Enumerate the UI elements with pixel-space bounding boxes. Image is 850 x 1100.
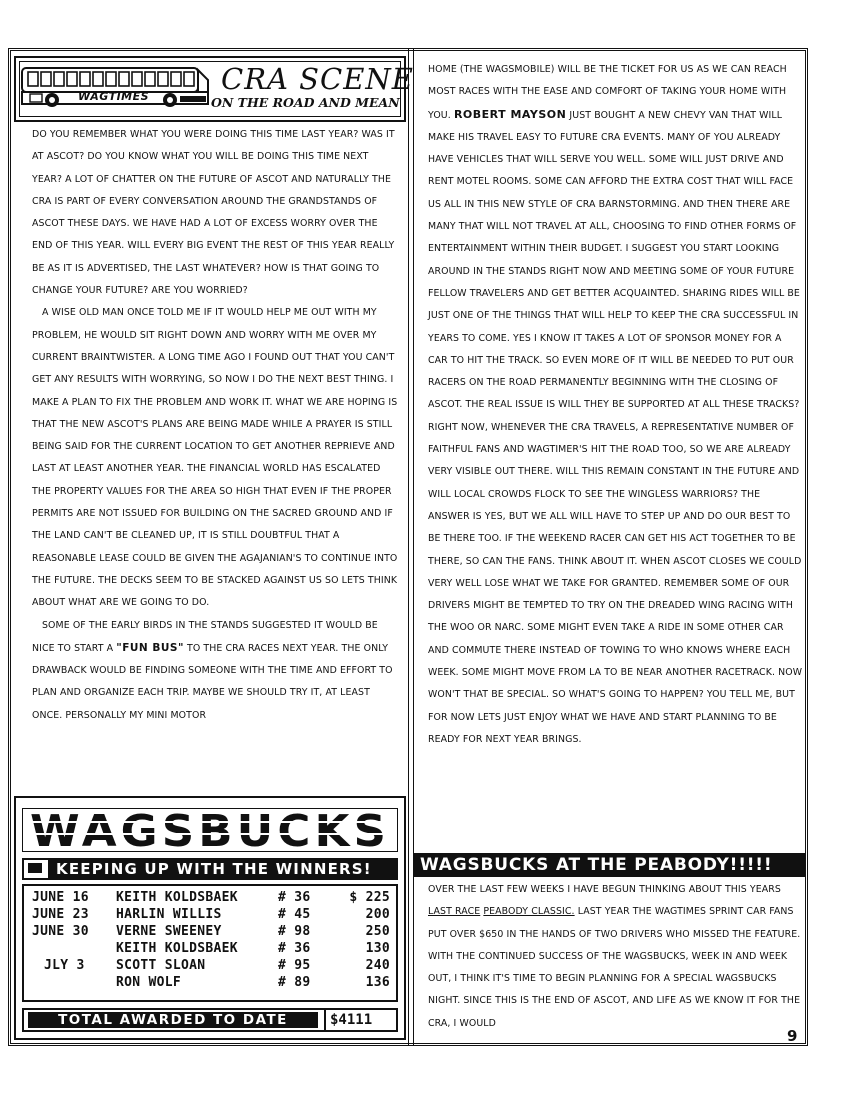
paragraph <box>32 615 400 727</box>
total-amount: $4111 <box>330 1012 373 1028</box>
row-date: JLY 3 <box>44 958 85 973</box>
wagsbucks-logo <box>22 808 398 852</box>
paragraph <box>428 59 803 751</box>
row-number: # 95 <box>278 958 311 973</box>
text-run: HOME (THE WAGSMOBILE) WILL BE THE TICKET FOR US AS WE CAN REACH MOST RACES WITH THE EASE AND COMFORT OF TAKING YOUR HOME WITH YOU. <box>428 64 787 121</box>
underlined-last-race: LAST RACE <box>428 906 481 918</box>
bus-label: WAGTIMES <box>78 90 150 103</box>
peabody-column <box>428 879 803 1035</box>
row-name: VERNE SWEENEY <box>116 924 222 939</box>
masthead-title: CRA SCENE <box>221 62 414 96</box>
row-number: # 45 <box>278 907 311 922</box>
row-number: # 36 <box>278 890 311 905</box>
text-run: OVER THE LAST FEW WEEKS I HAVE BEGUN THINKING ABOUT THIS YEARS <box>428 884 781 895</box>
text-run: TO THE CRA RACES NEXT YEAR. THE ONLY DRAWBACK WOULD BE FINDING SOMEONE WITH THE TIME AND EFFORT TO PLAN AND ORGANIZE EACH TRIP. MAYBE WE SHOULD TRY IT, AT LEAST ONCE. PERSONALLY MY MINI MOTOR <box>32 642 393 721</box>
wagsbucks-box <box>14 796 406 1040</box>
total-bar <box>22 1008 398 1032</box>
row-amount: 130 <box>365 941 390 956</box>
row-number: # 89 <box>278 975 311 990</box>
masthead-subtitle: ON THE ROAD AND MEAN <box>211 95 400 110</box>
peabody-heading: WAGSBUCKS AT THE PEABODY!!!!! <box>414 853 806 877</box>
fun-bus-emphasis: "FUN BUS" <box>116 641 184 654</box>
winners-table <box>22 884 398 1002</box>
winners-banner-label: KEEPING UP WITH THE WINNERS! <box>48 860 396 878</box>
row-name: HARLIN WILLIS <box>116 907 222 922</box>
masthead <box>14 56 414 122</box>
robert-mayson-name: ROBERT MAYSON <box>453 107 567 121</box>
row-amount: 136 <box>365 975 390 990</box>
row-date: JUNE 16 <box>32 890 89 905</box>
row-number: # 36 <box>278 941 311 956</box>
row-amount: 240 <box>365 958 390 973</box>
row-amount: 250 <box>365 924 390 939</box>
total-separator <box>324 1010 326 1030</box>
left-column <box>32 124 400 727</box>
paragraph <box>428 879 803 1035</box>
wagsbucks-logo-text: WAGSBUCKS <box>30 808 390 852</box>
column-divider <box>408 48 414 1046</box>
row-date: JUNE 30 <box>32 924 89 939</box>
row-amount: 200 <box>365 907 390 922</box>
text-run: JUST BOUGHT A NEW CHEVY VAN THAT WILL MAKE HIS TRAVEL EASY TO FUTURE CRA EVENTS. MANY OF YOU ALREADY HAVE VEHICLES THAT WILL SERVE YOU WELL. SOME WILL JUST DRIVE AND RENT MOTEL ROOMS. SOME CAN AFFORD THE EXTRA COST THAT WILL FACE US ALL IN THIS NEW STYLE OF CRA BARNSTORMING. AND THEN THERE ARE MANY THAT WILL NOT TRAVEL AT ALL, CHOOSING TO FIND OTHER FORMS OF ENTERTAINMENT WITHIN THEIR BUDGET. I SUGGEST YOU START LOOKING AROUND IN THE STANDS RIGHT NOW AND MEETING SOME OF YOUR FUTURE FELLOW TRAVELERS AND GET BETTER ACQUAINTED. SHARING RIDES WILL BE JUST ONE OF THE THINGS THAT WILL HELP TO KEEP THE CRA SUCCESSFUL IN YEARS TO COME. YES I KNOW IT TAKES A LOT OF SPONSOR MONEY FOR A CAR TO HIT THE TRACK. SO EVEN MORE OF IT WILL BE NEEDED TO PUT OUR RACERS ON THE ROAD PERMANENTLY BEGINNING WITH THE CLOSING OF ASCOT. THE REAL ISSUE IS WILL THEY BE SUPPORTED AT ALL THESE TRACKS? RIGHT NOW, WHENEVER THE CRA TRAVELS, A REPRESENTATIVE NUMBER OF FAITHFUL FANS AND WAGTIMER'S HIT THE ROAD TOO, SO WE ARE ALREADY VERY VISIBLE OUT THERE. WILL THIS REMAIN CONSTANT IN THE FUTURE AND WILL LOCAL CROWDS FLOCK TO SEE THE WINGLESS WARRIORS? THE ANSWER IS YES, BUT WE ALL WILL HAVE TO STEP UP AND DO OUR BEST TO BE THERE TOO. IF THE WEEKEND RACER CAN GET HIS ACT TOGETHER TO BE THERE, SO CAN THE FANS. THINK ABOUT IT. WHEN ASCOT CLOSES WE COULD VERY WELL LOSE WHAT WE TAKE FOR GRANTED. REMEMBER SOME OF OUR DRIVERS MIGHT BE TEMPTED TO TRY ON THE DREADED WING RACING WITH THE WOO OR NARC. SOME MIGHT EVEN TAKE A RIDE IN SOME OTHER CAR AND COMMUTE THERE INSTEAD OF TOWING TO WHO KNOWS WHERE EACH WEEK. SOME MIGHT MOVE FROM LA TO BE NEAR ANOTHER RACETRACK. NOW WON'T THAT BE SPECIAL. SO WHAT'S GOING TO HAPPEN? YOU TELL ME, BUT FOR NOW LETS JUST ENJOY WHAT WE HAVE AND START PLANNING TO BE READY FOR NEXT YEAR BRINGS. <box>428 109 803 745</box>
paragraph: DO YOU REMEMBER WHAT YOU WERE DOING THIS TIME LAST YEAR? WAS IT AT ASCOT? DO YOU KNOW WHAT YOU WILL BE DOING THIS TIME NEXT YEAR? A LOT OF CHATTER ON THE FUTURE OF ASCOT AND NATURALLY THE CRA IS PART OF EVERY CONVERSATION AROUND THE GRANDSTANDS OF ASCOT THESE DAYS. WE HAVE HAD A LOT OF EXCESS WORRY OVER THE END OF THIS YEAR. WILL EVERY BIG EVENT THE REST OF THIS YEAR REALLY BE AS IT IS ADVERTISED, THE LAST WHATEVER? HOW IS THAT GOING TO CHANGE YOUR FUTURE? ARE YOU WORRIED? <box>32 129 395 297</box>
row-date: JUNE 23 <box>32 907 89 922</box>
banner-square-icon <box>28 863 42 873</box>
row-number: # 98 <box>278 924 311 939</box>
row-name: SCOTT SLOAN <box>116 958 206 973</box>
row-name: KEITH KOLDSBAEK <box>116 941 238 956</box>
row-name: RON WOLF <box>116 975 182 990</box>
underlined-peabody-classic: PEABODY CLASSIC. <box>483 906 575 918</box>
row-name: KEITH KOLDSBAEK <box>116 890 238 905</box>
winners-banner <box>22 858 398 880</box>
text-run: SOME OF THE EARLY BIRDS IN THE STANDS SUGGESTED IT WOULD BE NICE TO START A <box>32 619 378 654</box>
row-amount: $ 225 <box>349 890 390 905</box>
right-column <box>428 59 803 751</box>
text-run: LAST YEAR THE WAGTIMES SPRINT CAR FANS PUT OVER $650 IN THE HANDS OF TWO DRIVERS WHO MISSED THE FEATURE. WITH THE CONTINUED SUCCESS OF THE WAGSBUCKS, WEEK IN AND WEEK OUT, I THINK IT'S TIME TO BEGIN PLANNING FOR A SPECIAL WAGSBUCKS NIGHT. SINCE THIS IS THE END OF ASCOT, AND LIFE AS WE KNOW IT FOR THE CRA, I WOULD <box>428 906 801 1029</box>
page-number: 9 <box>787 1027 798 1045</box>
total-label: TOTAL AWARDED TO DATE <box>28 1012 318 1028</box>
paragraph: A WISE OLD MAN ONCE TOLD ME IF IT WOULD HELP ME OUT WITH MY PROBLEM, HE WOULD SIT RIGHT DOWN AND WORRY WITH ME OVER MY CURRENT BRAINTWISTER. A LONG TIME AGO I FOUND OUT THAT YOU CAN'T GET ANY RESULTS WITH WORRYING, SO NOW I DO THE NEXT BEST THING. I MAKE A PLAN TO FIX THE PROBLEM AND WORK IT. WHAT WE ARE HOPING IS THAT THE NEW ASCOT'S PLANS ARE BEING MADE WHILE A PRAYER IS STILL BEING SAID FOR THE CURRENT LOCATION TO GET ANOTHER REPRIEVE AND LAST AT LEAST ANOTHER YEAR. THE FINANCIAL WORLD HAS ESCALATED THE PROPERTY VALUES FOR THE AREA SO HIGH THAT EVEN IF THE PROPER PERMITS ARE NOT ISSUED FOR BUILDING ON THE SACRED GROUND AND IF THE LAND CAN'T BE CLEANED UP, IT IS STILL DOUBTFUL THAT A REASONABLE LEASE COULD BE GIVEN THE AGAJANIAN'S TO CONTINUE INTO THE FUTURE. THE DECKS SEEM TO BE STACKED AGAINST US SO LETS THINK ABOUT WHAT ARE WE GOING TO DO. <box>32 307 398 609</box>
